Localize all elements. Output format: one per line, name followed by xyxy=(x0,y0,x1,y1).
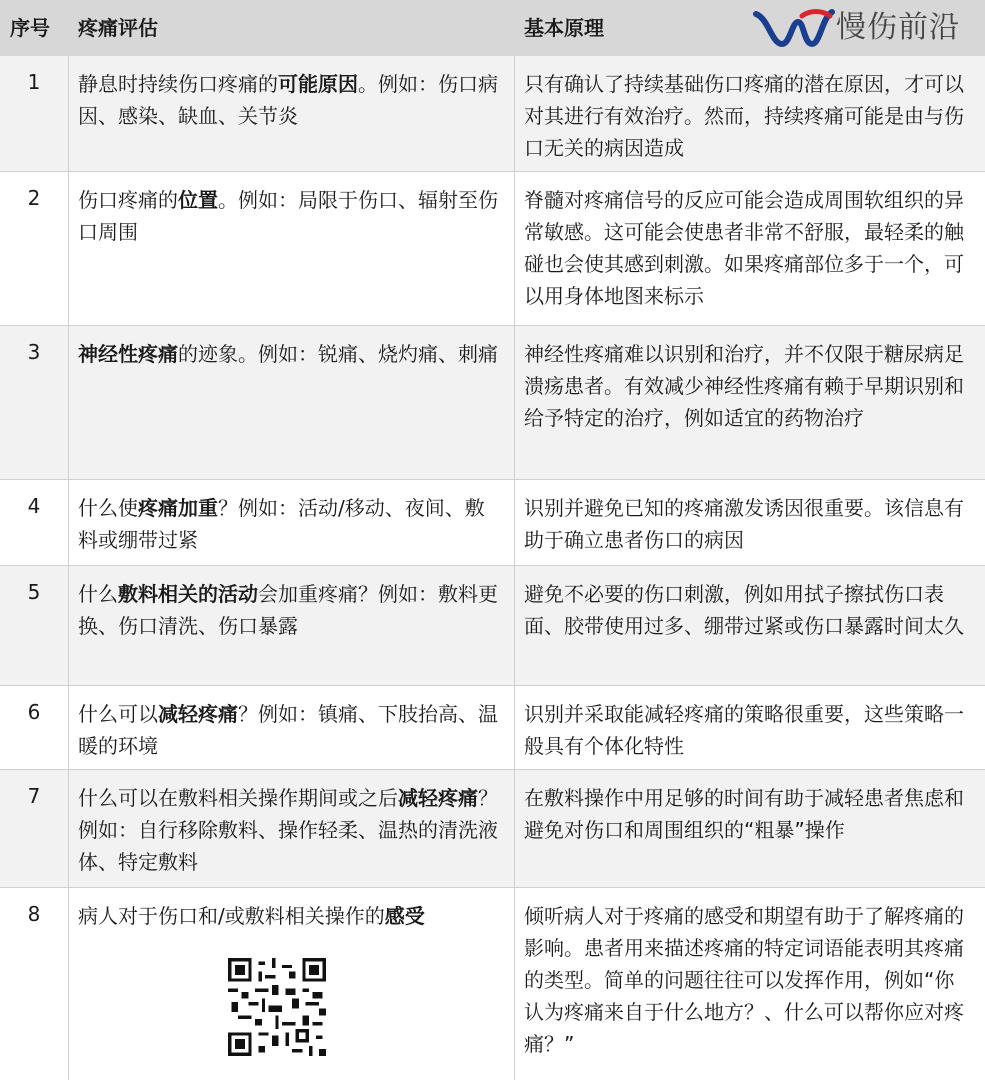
basis-cell: 倾听病人对于疼痛的感受和期望有助于了解疼痛的影响。患者用来描述疼痛的特定词语能表明其疼痛的类型。简单的问题往往可以发挥作用，例如“你认为疼痛来自于什么地方？、什么可以帮你应对疼痛？” xyxy=(524,904,964,1056)
assessment-cell: 什么可以减轻疼痛？例如：镇痛、下肢抬高、温暖的环境 xyxy=(78,702,498,758)
basis-cell: 在敷料操作中用足够的时间有助于减轻患者焦虑和避免对伤口和周围组织的“粗暴”操作 xyxy=(524,786,964,842)
row-number: 2 xyxy=(27,186,41,210)
row-number: 4 xyxy=(27,494,41,518)
table-header xyxy=(0,0,985,57)
assessment-cell: 病人对于伤口和/或敷料相关操作的感受 xyxy=(78,904,425,928)
basis-cell: 只有确认了持续基础伤口疼痛的潜在原因，才可以对其进行有效治疗。然而，持续疼痛可能是由与伤口无关的病因造成 xyxy=(524,72,964,160)
basis-cell: 神经性疼痛难以识别和治疗，并不仅限于糖尿病足溃疡患者。有效减少神经性疼痛有赖于早期识别和给予特定的治疗，例如适宜的药物治疗 xyxy=(524,342,964,430)
table-row xyxy=(0,326,985,480)
row-number: 8 xyxy=(27,902,41,926)
table-row xyxy=(0,566,985,686)
header-basis: 基本原理 xyxy=(524,16,604,40)
wave-logo-icon xyxy=(752,4,836,52)
qr-code-icon xyxy=(228,958,326,1056)
table-row xyxy=(0,770,985,888)
row-number: 3 xyxy=(27,340,41,364)
header-no: 序号 xyxy=(10,16,50,40)
column-divider xyxy=(514,56,515,1080)
table-row xyxy=(0,888,985,1080)
basis-cell: 识别并采取能减轻疼痛的策略很重要，这些策略一般具有个体化特性 xyxy=(524,702,964,758)
header-assessment: 疼痛评估 xyxy=(78,16,158,40)
basis-cell: 避免不必要的伤口刺激，例如用拭子擦拭伤口表面、胶带使用过多、绷带过紧或伤口暴露时间太久 xyxy=(524,582,964,638)
row-number: 1 xyxy=(27,70,41,94)
column-divider xyxy=(68,56,69,1080)
table-row xyxy=(0,56,985,172)
row-number: 5 xyxy=(27,580,41,604)
table-row xyxy=(0,480,985,566)
table-row xyxy=(0,686,985,770)
brand-logo xyxy=(752,4,982,52)
row-number: 6 xyxy=(27,700,41,724)
table-row xyxy=(0,172,985,326)
assessment-cell: 伤口疼痛的位置。例如：局限于伤口、辐射至伤口周围 xyxy=(78,188,498,244)
assessment-cell: 什么敷料相关的活动会加重疼痛？例如：敷料更换、伤口清洗、伤口暴露 xyxy=(78,582,498,638)
assessment-cell: 什么可以在敷料相关操作期间或之后减轻疼痛？例如：自行移除敷料、操作轻柔、温热的清洗液体、特定敷料 xyxy=(78,786,498,874)
logo-text: 慢伤前沿 xyxy=(836,10,960,45)
assessment-cell: 神经性疼痛的迹象。例如：锐痛、烧灼痛、刺痛 xyxy=(78,342,498,366)
basis-cell: 识别并避免已知的疼痛激发诱因很重要。该信息有助于确立患者伤口的病因 xyxy=(524,496,964,552)
row-number: 7 xyxy=(27,784,41,808)
assessment-cell: 什么使疼痛加重？例如：活动/移动、夜间、敷料或绷带过紧 xyxy=(78,496,485,552)
basis-cell: 脊髓对疼痛信号的反应可能会造成周围软组织的异常敏感。这可能会使患者非常不舒服，最轻柔的触碰也会使其感到刺激。如果疼痛部位多于一个，可以用身体地图来标示 xyxy=(524,188,964,308)
assessment-cell: 静息时持续伤口疼痛的可能原因。例如：伤口病因、感染、缺血、关节炎 xyxy=(78,72,498,128)
